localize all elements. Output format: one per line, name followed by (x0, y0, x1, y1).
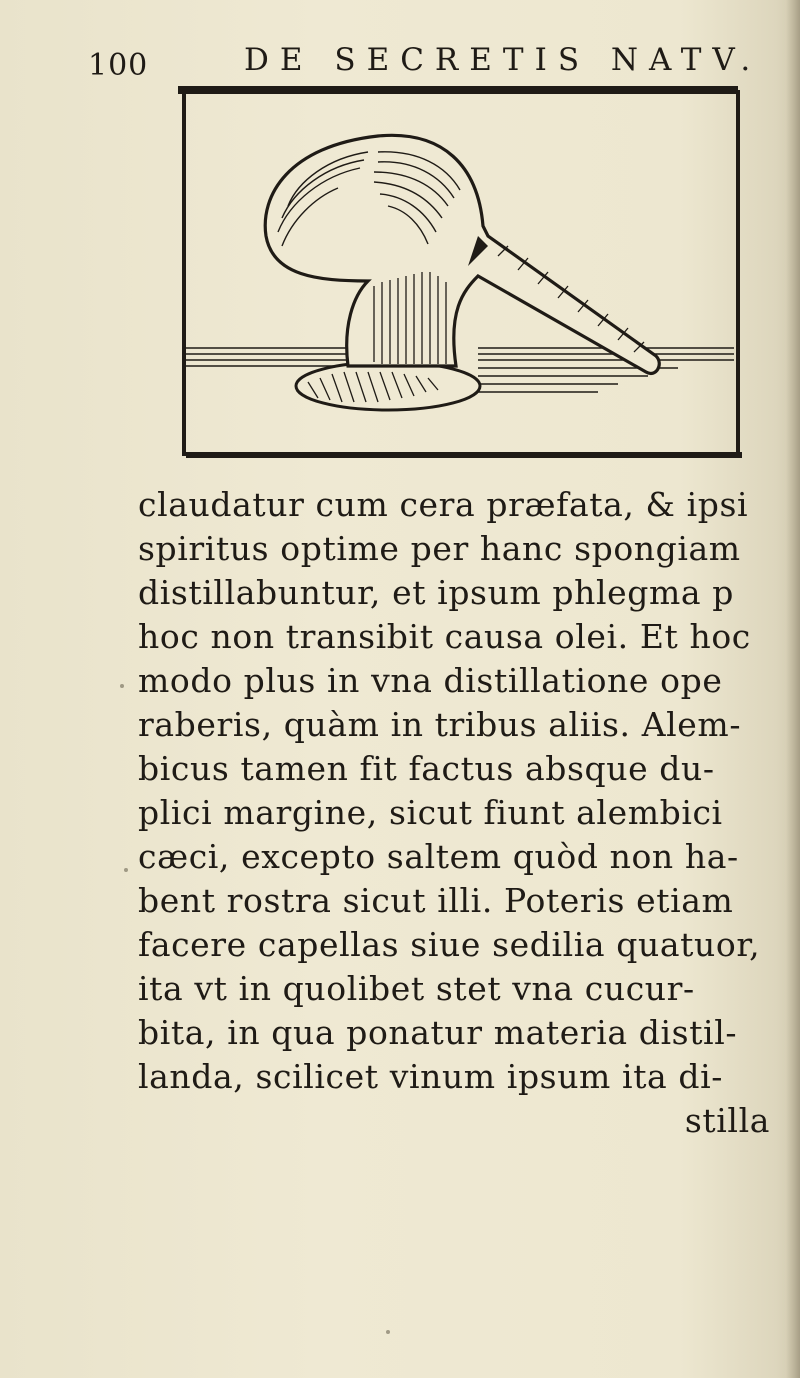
text-line: bicus tamen fit factus absque du- (138, 749, 715, 788)
text-line: bita, in qua ponatur materia distil- (138, 1013, 738, 1052)
catchword: stilla (684, 1101, 770, 1140)
text-line: ita vt in quolibet stet vna cucur- (138, 969, 695, 1008)
distillation-alembic-woodcut-icon (178, 86, 744, 464)
text-line: modo plus in vna distillatione ope (138, 661, 723, 700)
ink-speck (124, 868, 128, 872)
body-text (138, 483, 788, 1143)
ink-speck (120, 684, 124, 688)
text-line: bent rostra sicut illi. Poteris etiam (138, 881, 734, 920)
page-edge-shadow (786, 0, 800, 1378)
page-number: 100 (88, 48, 149, 83)
text-line: landa, scilicet vinum ipsum ita di- (138, 1057, 724, 1096)
text-line: cæci, excepto saltem quòd non ha- (138, 837, 739, 876)
running-title: DE SECRETIS NATV. (244, 42, 762, 78)
text-line: spiritus optime per hanc spongiam (138, 529, 741, 568)
ink-speck (386, 1330, 390, 1334)
text-line: facere capellas siue sedilia quatuor, (138, 925, 761, 964)
text-line: raberis, quàm in tribus aliis. Alem- (138, 705, 742, 744)
text-line: hoc non transibit causa olei. Et hoc (138, 617, 751, 656)
page-header (88, 38, 762, 88)
text-line: plici margine, sicut fiunt alembici (138, 793, 723, 832)
text-line: claudatur cum cera præfata, & ipsi (138, 485, 749, 524)
text-line: distillabuntur, et ipsum phlegma p (138, 573, 734, 612)
